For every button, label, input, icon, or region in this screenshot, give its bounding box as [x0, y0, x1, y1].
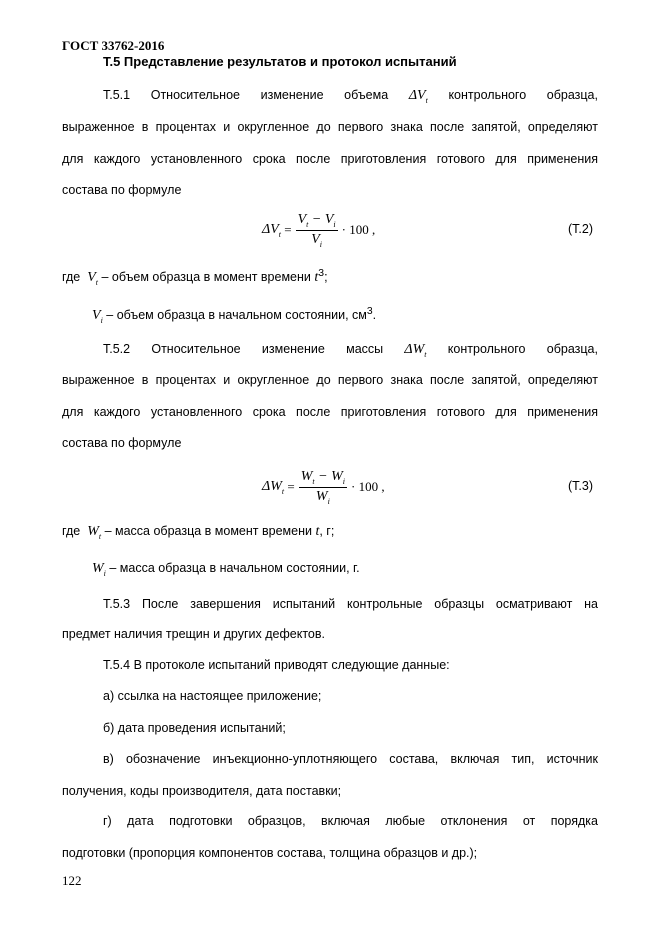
paragraph-line: Т.5.4 В протоколе испытаний приводят следующие данные:: [103, 658, 450, 672]
paragraph-line: Т.5.1 Относительное изменение объема $\Delta V_t$ контрольного образца,: [103, 88, 598, 105]
equation-number: (Т.2): [568, 222, 593, 236]
variable-definition: $W_i$ – масса образца в начальном состоянии, г.: [92, 561, 360, 578]
list-item: в) обозначение инъекционно-уплотняющего состава, включая тип, источник: [103, 752, 598, 766]
standard-header: ГОСТ 33762-2016: [62, 38, 165, 53]
paragraph-line: для каждого установленного срока после приготовления готового для применения: [62, 152, 598, 166]
equation-number: (Т.3): [568, 479, 593, 493]
formula-t2: $\Delta V_t$ = $\frac{V_t - V_i}{V_i}$ · 100 ,: [262, 212, 376, 249]
paragraph-line: для каждого установленного срока после приготовления готового для применения: [62, 405, 598, 419]
paragraph-line: Т.5.3 После завершения испытаний контрольные образцы осматривают на: [103, 597, 598, 611]
list-item: а) ссылка на настоящее приложение;: [103, 689, 322, 703]
paragraph-line: состава по формуле: [62, 436, 182, 450]
paragraph-line: Т.5.2 Относительное изменение массы $\Delta W_t$ контрольного образца,: [103, 342, 598, 359]
formula-t3: $\Delta W_t$ = $\frac{W_t - W_i}{W_i}$ · 100 ,: [262, 469, 385, 506]
list-item-continuation: подготовки (пропорция компонентов состава, толщина образцов и др.);: [62, 846, 478, 860]
paragraph-line: предмет наличия трещин и других дефектов.: [62, 627, 325, 641]
variable-definition: где $V_t$ – объем образца в момент времени $t^3$;: [62, 268, 328, 287]
list-item-continuation: получения, коды производителя, дата поставки;: [62, 784, 342, 798]
list-item: г) дата подготовки образцов, включая любые отклонения от порядка: [103, 814, 598, 828]
paragraph-line: выраженное в процентах и округленное до первого знака после запятой, определяют: [62, 373, 598, 387]
variable-definition: $V_i$ – объем образца в начальном состоянии, $см^3$.: [92, 306, 377, 325]
section-title: Т.5 Представление результатов и протокол испытаний: [103, 54, 457, 69]
delta-v-symbol: $\Delta V_t$: [408, 88, 428, 105]
paragraph-line: выраженное в процентах и округленное до первого знака после запятой, определяют: [62, 120, 598, 134]
variable-definition: где $W_t$ – масса образца в момент времени t, г;: [62, 524, 335, 541]
page-number: 122: [62, 873, 82, 888]
paragraph-line: состава по формуле: [62, 183, 182, 197]
list-item: б) дата проведения испытаний;: [103, 721, 286, 735]
